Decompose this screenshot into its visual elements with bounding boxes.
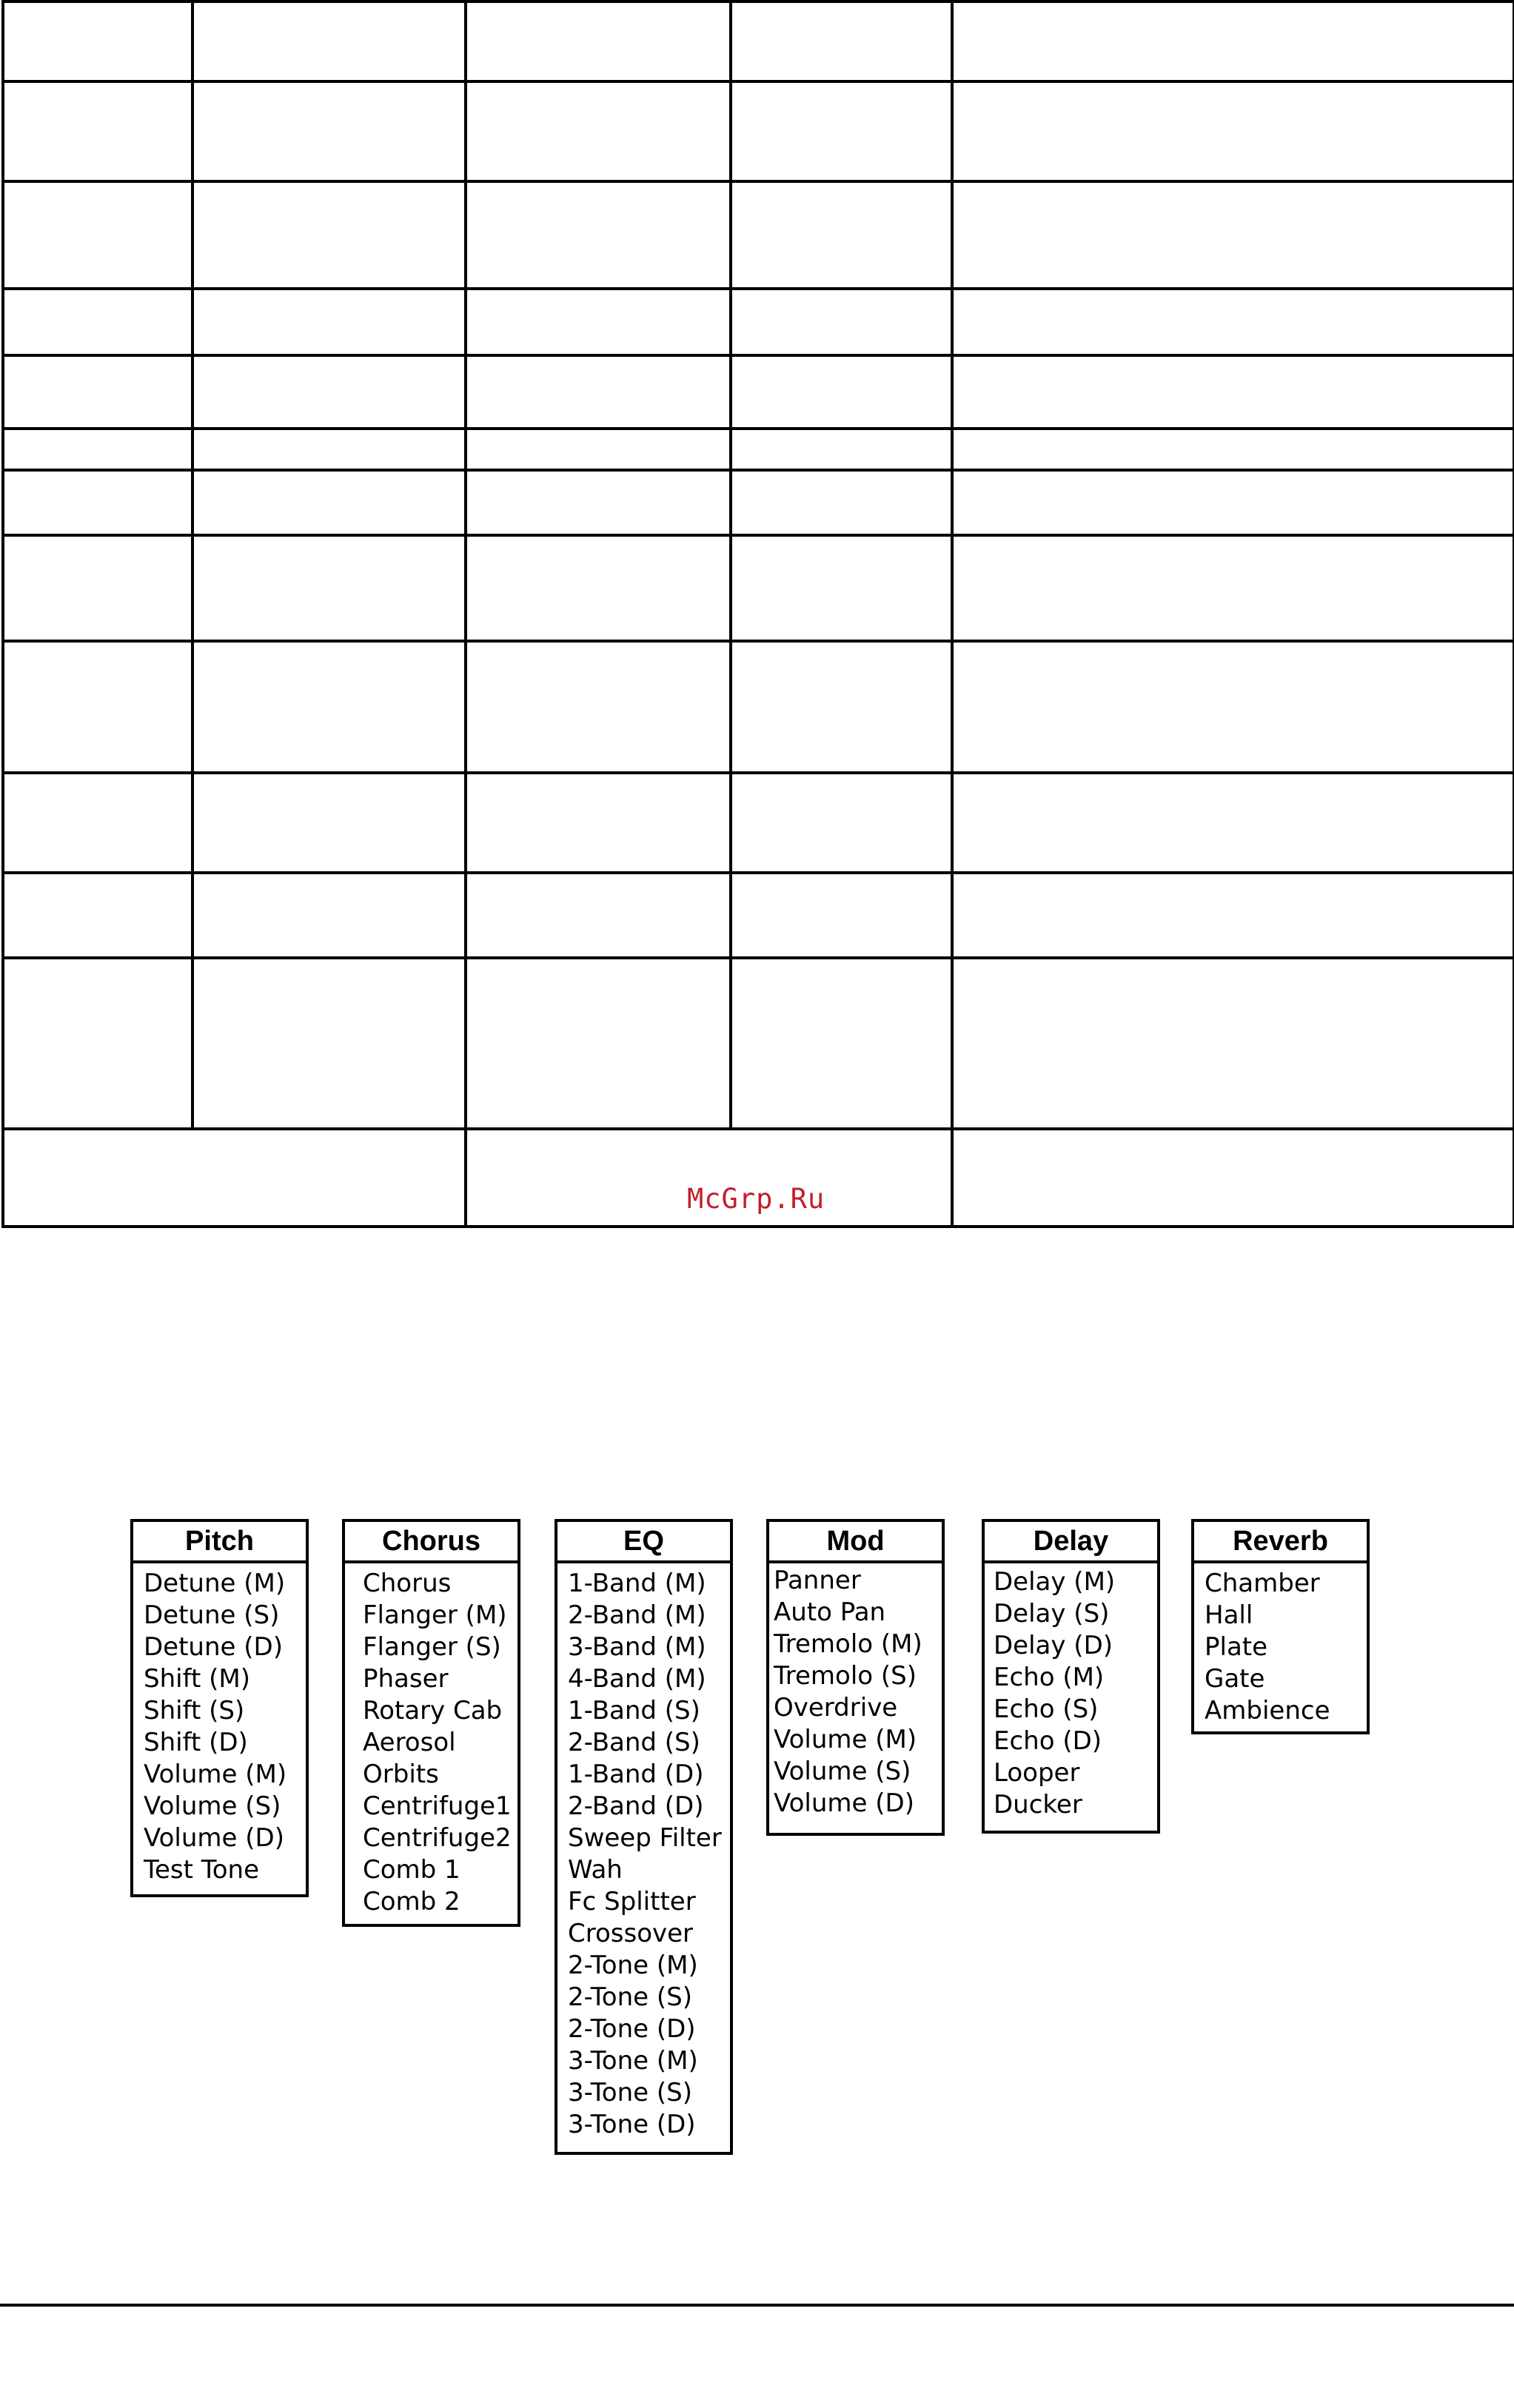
algorithm-list-item: 2-Tone (S) xyxy=(568,1982,692,2012)
algorithm-list-item: Volume (D) xyxy=(144,1823,284,1853)
algorithm-list-item: Flanger (M) xyxy=(363,1600,507,1630)
delay-group-title: Delay xyxy=(985,1522,1157,1563)
algorithm-list-item: Volume (D) xyxy=(774,1788,914,1818)
algorithm-list-item: 2-Band (D) xyxy=(568,1791,704,1821)
algorithm-list-item: Shift (D) xyxy=(144,1728,248,1757)
pitch-group-box xyxy=(130,1519,309,1897)
algorithm-list-item: Shift (M) xyxy=(144,1664,250,1694)
algorithm-list-item: Chorus xyxy=(363,1569,452,1598)
algorithm-list-item: 3-Tone (D) xyxy=(568,2110,696,2139)
algorithm-list-item: Centrifuge2 xyxy=(363,1823,512,1853)
algorithm-list-item: 1-Band (M) xyxy=(568,1569,706,1598)
chorus-group-box xyxy=(342,1519,520,1927)
table-row xyxy=(3,429,1514,470)
algorithm-list-item: Delay (S) xyxy=(994,1599,1110,1629)
algorithm-list-item: Panner xyxy=(774,1566,861,1595)
algorithm-list-item: 2-Band (S) xyxy=(568,1728,700,1757)
parameter-table xyxy=(1,0,1514,1228)
table-row xyxy=(3,470,1514,535)
algorithm-list-item: Echo (S) xyxy=(994,1694,1099,1724)
algorithm-list-item: Test Tone xyxy=(144,1855,260,1885)
algorithm-list-item: Plate xyxy=(1205,1632,1268,1662)
algorithm-list-item: Chamber xyxy=(1205,1569,1320,1598)
eq-group-list xyxy=(557,1563,730,2141)
algorithm-list-item: Delay (D) xyxy=(994,1631,1113,1660)
pitch-group-title: Pitch xyxy=(133,1522,306,1563)
algorithm-list-item: Echo (D) xyxy=(994,1726,1102,1756)
algorithm-list-item: 3-Band (M) xyxy=(568,1632,706,1662)
pitch-group-list xyxy=(133,1563,306,1886)
table-row xyxy=(3,535,1514,641)
chorus-group-title: Chorus xyxy=(345,1522,517,1563)
algorithm-list-item: Comb 2 xyxy=(363,1887,460,1916)
algorithm-list-item: 1-Band (S) xyxy=(568,1696,700,1725)
table-row xyxy=(3,81,1514,181)
mod-group-title: Mod xyxy=(769,1522,942,1563)
table-row xyxy=(3,289,1514,355)
delay-group-box xyxy=(982,1519,1160,1834)
reverb-group-list xyxy=(1194,1563,1367,1727)
mod-group-list xyxy=(769,1563,942,1820)
algorithm-list-item: Fc Splitter xyxy=(568,1887,696,1916)
algorithm-list-item: Detune (D) xyxy=(144,1632,283,1662)
algorithm-list-item: Detune (S) xyxy=(144,1600,280,1630)
algorithm-list-item: 2-Tone (D) xyxy=(568,2014,696,2044)
algorithm-list-item: Echo (M) xyxy=(994,1663,1105,1692)
algorithm-list-item: 1-Band (D) xyxy=(568,1760,704,1789)
algorithm-list-item: Hall xyxy=(1205,1600,1253,1630)
mod-group-box xyxy=(766,1519,945,1836)
algorithm-list-item: Orbits xyxy=(363,1760,439,1789)
algorithm-list-item: Rotary Cab xyxy=(363,1696,503,1725)
table-row xyxy=(3,873,1514,958)
algorithm-list-item: Aerosol xyxy=(363,1728,456,1757)
table-row xyxy=(3,773,1514,873)
table-row xyxy=(3,181,1514,289)
table-row xyxy=(3,641,1514,773)
algorithm-list-item: Detune (M) xyxy=(144,1569,286,1598)
algorithm-list-item: Delay (M) xyxy=(994,1567,1116,1597)
algorithm-list-item: Overdrive xyxy=(774,1693,898,1723)
algorithm-list-item: Volume (S) xyxy=(144,1791,281,1821)
algorithm-list-item: Phaser xyxy=(363,1664,449,1694)
algorithm-list-item: Volume (M) xyxy=(774,1725,917,1754)
algorithm-list-item: Ducker xyxy=(994,1790,1082,1820)
algorithm-list-item: Volume (S) xyxy=(774,1757,911,1786)
table-row xyxy=(3,1,1514,81)
algorithm-list-item: Comb 1 xyxy=(363,1855,460,1885)
eq-group-box xyxy=(555,1519,733,2155)
table-row xyxy=(3,958,1514,1129)
algorithm-list-item: Ambience xyxy=(1205,1696,1330,1725)
algorithm-list-item: Auto Pan xyxy=(774,1597,886,1627)
delay-group-list xyxy=(985,1563,1157,1821)
algorithm-list-item: Centrifuge1 xyxy=(363,1791,512,1821)
watermark: McGrp.Ru xyxy=(687,1183,825,1215)
algorithm-list-item: Wah xyxy=(568,1855,623,1885)
footer-divider xyxy=(0,2304,1514,2307)
algorithm-list-item: Gate xyxy=(1205,1664,1265,1694)
algorithm-list-item: Crossover xyxy=(568,1919,694,1948)
algorithm-list-item: Looper xyxy=(994,1758,1080,1788)
algorithm-list-item: Flanger (S) xyxy=(363,1632,501,1662)
algorithm-list-item: 2-Tone (M) xyxy=(568,1951,698,1980)
algorithm-list-item: Shift (S) xyxy=(144,1696,245,1725)
algorithm-list-item: Sweep Filter xyxy=(568,1823,722,1853)
reverb-group-box xyxy=(1191,1519,1370,1734)
eq-group-title: EQ xyxy=(557,1522,730,1563)
algorithm-list-item: Tremolo (M) xyxy=(774,1629,922,1659)
algorithm-list-item: 2-Band (M) xyxy=(568,1600,706,1630)
algorithm-list-item: 3-Tone (S) xyxy=(568,2078,692,2107)
table-row xyxy=(3,355,1514,429)
reverb-group-title: Reverb xyxy=(1194,1522,1367,1563)
algorithm-list-item: Volume (M) xyxy=(144,1760,287,1789)
chorus-group-list xyxy=(345,1563,517,1918)
algorithm-list-item: Tremolo (S) xyxy=(774,1661,917,1691)
algorithm-list-item: 4-Band (M) xyxy=(568,1664,706,1694)
algorithm-list-item: 3-Tone (M) xyxy=(568,2046,698,2076)
